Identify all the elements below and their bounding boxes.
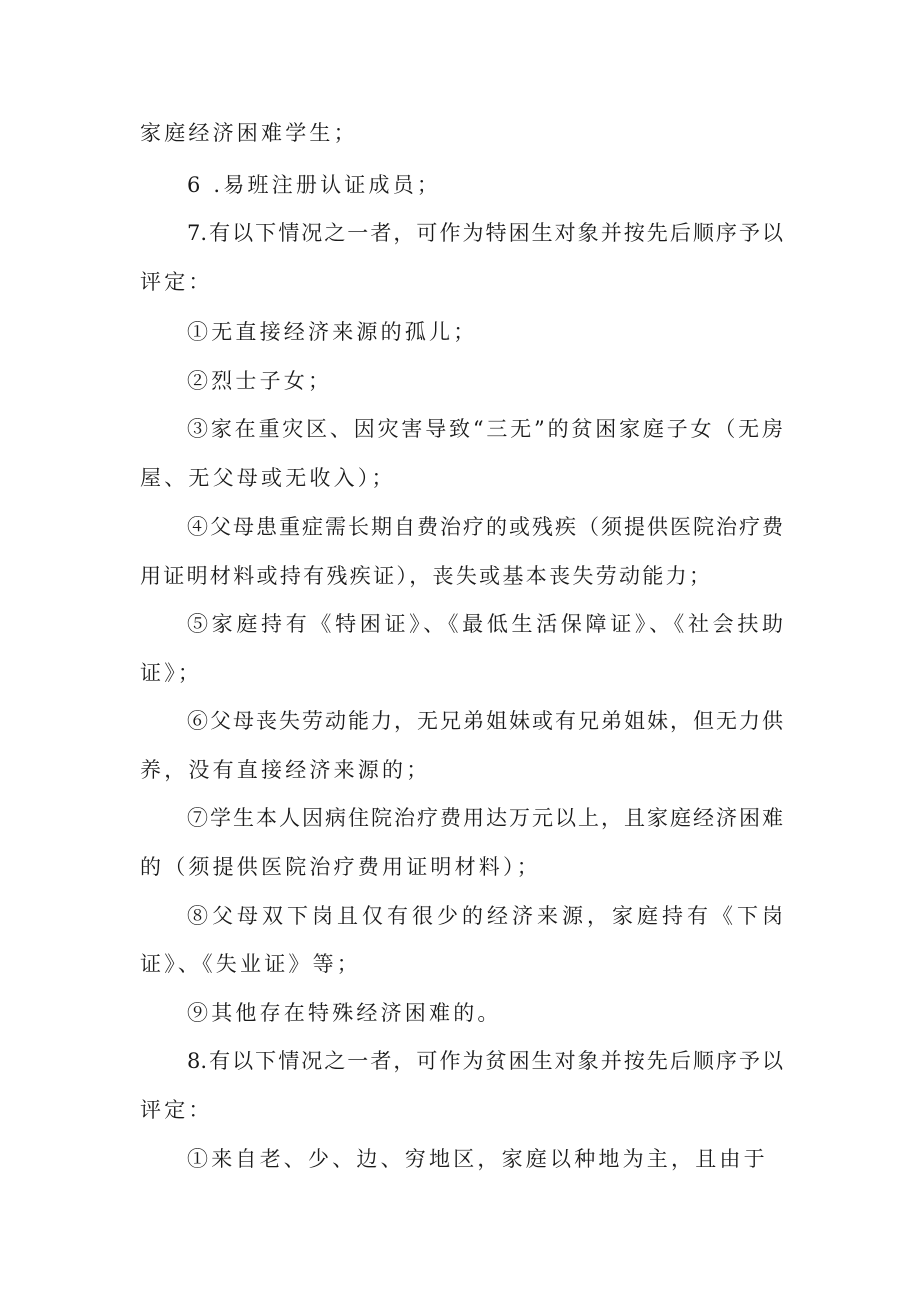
text-line: 的（须提供医院治疗费用证明材料）； [140, 855, 541, 879]
text-line: 证》； [140, 661, 203, 685]
text-line: ⑥父母丧失劳动能力，无兄弟姐妹或有兄弟姐妹，但无力供 [187, 709, 783, 733]
text-line: 评定： [140, 1098, 213, 1122]
text-line: 用证明材料或持有残疾证），丧失或基本丧失劳动能力； [140, 564, 710, 588]
text-line: 屋、无父母或无收入）； [140, 466, 396, 490]
text-line: ⑨其他存在特殊经济困难的。 [187, 1001, 502, 1025]
text-line: ③家在重灾区、因灾害导致“三无”的贫困家庭子女（无房 [187, 417, 783, 441]
text-line: 7.有以下情况之一者，可作为特困生对象并按先后顺序予以 [187, 221, 783, 245]
text-line: ①来自老、少、边、穷地区，家庭以种地为主，且由于 [187, 1147, 768, 1171]
text-line: 8.有以下情况之一者，可作为贫困生对象并按先后顺序予以 [187, 1049, 783, 1073]
text-line: 证》、《失业证》等； [140, 952, 361, 976]
text-line: ⑤家庭持有《特困证》、《最低生活保障证》、《社会扶助 [187, 612, 783, 636]
text-line: 家庭经济困难学生； [140, 121, 358, 145]
text-line: ④父母患重症需长期自费治疗的或残疾（须提供医院治疗费 [187, 515, 783, 539]
text-line: ②烈士子女； [187, 369, 333, 393]
text-line: ①无直接经济来源的孤儿； [187, 320, 478, 344]
text-line: ⑧父母双下岗且仅有很少的经济来源，家庭持有《下岗 [187, 904, 783, 928]
text-line: 6 .易班注册认证成员； [187, 173, 442, 197]
text-line: 养，没有直接经济来源的； [140, 758, 431, 782]
text-line: ⑦学生本人因病住院治疗费用达万元以上，且家庭经济困难 [187, 806, 783, 830]
text-line: 评定： [140, 270, 213, 294]
